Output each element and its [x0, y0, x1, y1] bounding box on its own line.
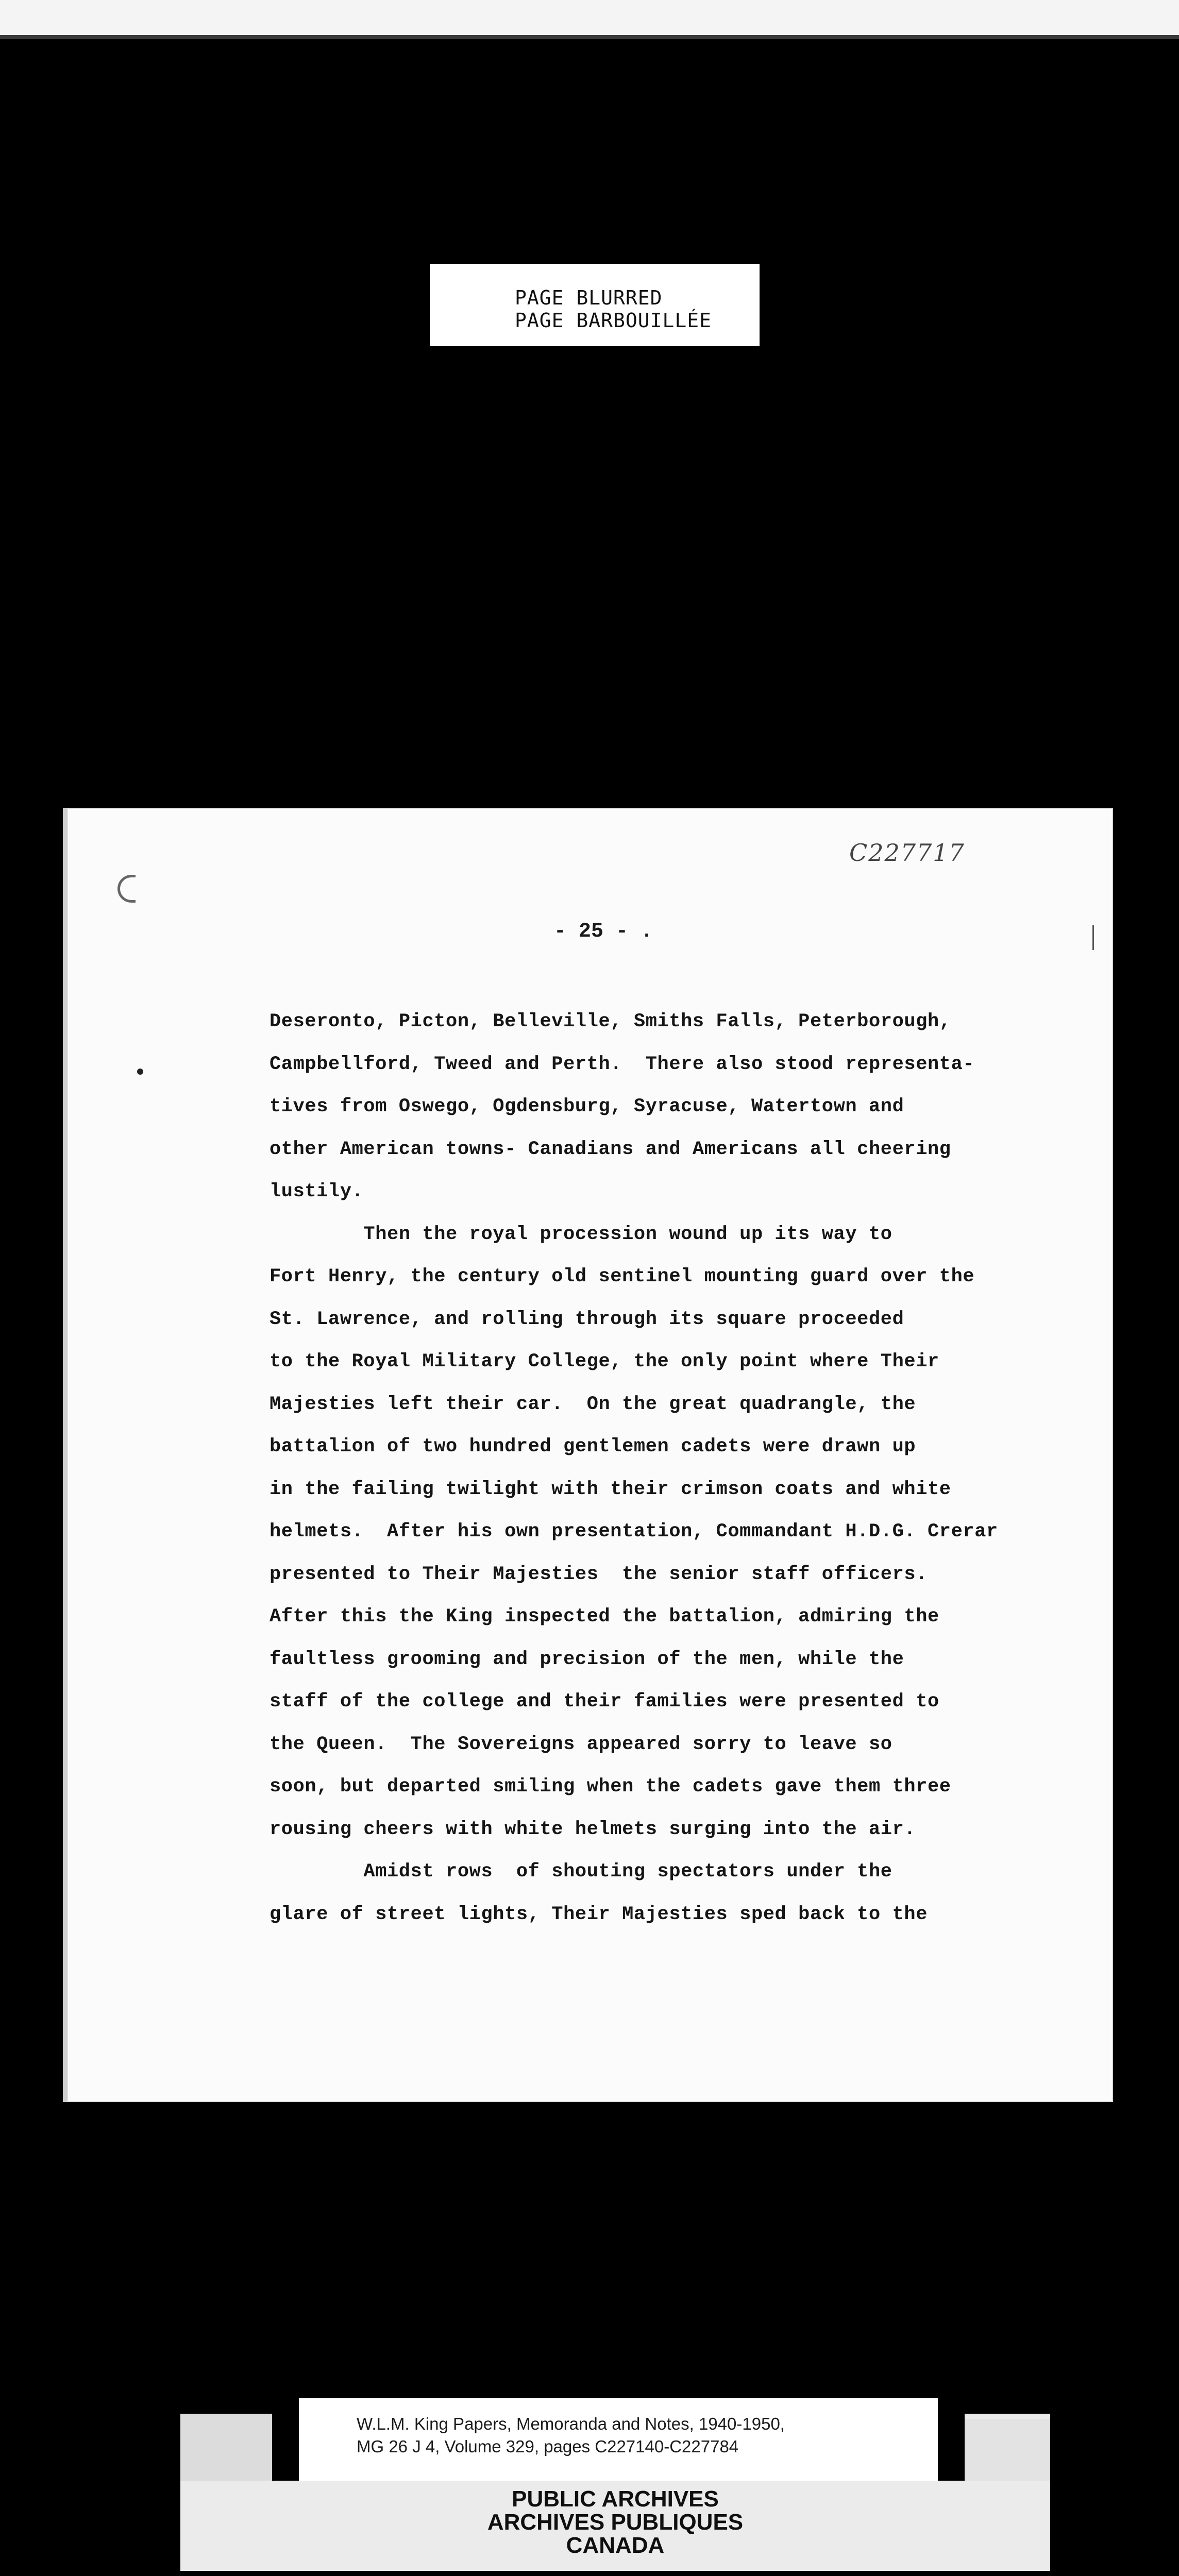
text-line: glare of street lights, Their Majesties sped back to the: [270, 1903, 928, 1925]
page-blurred-label: [430, 264, 760, 346]
document-body: [270, 1001, 1099, 1936]
text-line: presented to Their Majesties the senior staff officers.: [270, 1563, 928, 1585]
collection-line: W.L.M. King Papers, Memoranda and Notes, 1940-1950,: [357, 2414, 785, 2433]
film-edge: [0, 35, 1179, 39]
public-archives-stamp: [180, 2487, 1050, 2557]
text-line: staff of the college and their families were presented to: [270, 1691, 939, 1713]
collection-line: MG 26 J 4, Volume 329, pages C227140-C227784: [357, 2437, 739, 2456]
archive-card-right-tab: [965, 2419, 1050, 2481]
text-line: to the Royal Military College, the only point where Their: [270, 1351, 939, 1372]
text-line: tives from Oswego, Ogdensburg, Syracuse, Watertown and: [270, 1096, 904, 1117]
archive-card-right-notch: [938, 2414, 965, 2481]
archive-card-left-tab: [180, 2414, 272, 2481]
stamp-line: ARCHIVES PUBLIQUES: [487, 2510, 744, 2535]
text-line: Amidst rows of shouting spectators under the: [270, 1861, 892, 1883]
text-line: battalion of two hundred gentlemen cadets were drawn up: [270, 1436, 916, 1458]
film-top-strip: [0, 0, 1179, 35]
text-line: Campbellford, Tweed and Perth. There also stood representa-: [270, 1053, 975, 1075]
text-line: lustily.: [270, 1181, 364, 1202]
text-line: rousing cheers with white helmets surging into the air.: [270, 1818, 916, 1840]
page-number: - 25 - .: [554, 920, 653, 943]
margin-dot: [137, 1069, 143, 1075]
collection-label: [299, 2398, 938, 2481]
text-line: After this the King inspected the battalion, admiring the: [270, 1606, 939, 1628]
text-line: soon, but departed smiling when the cadets gave them three: [270, 1776, 951, 1798]
stamp-line: CANADA: [566, 2533, 665, 2558]
edge-tick-mark: [1092, 925, 1094, 950]
text-line: in the failing twilight with their crimson coats and white: [270, 1478, 951, 1500]
text-line: Then the royal procession wound up its way to: [270, 1223, 892, 1245]
archive-card-left-notch: [272, 2414, 299, 2481]
stamp-line: PUBLIC ARCHIVES: [512, 2486, 719, 2512]
text-line: Majesties left their car. On the great quadrangle, the: [270, 1393, 916, 1415]
page-blurred-text: PAGE BLURRED: [515, 286, 663, 309]
archive-page-number: C227717: [849, 839, 965, 867]
text-line: the Queen. The Sovereigns appeared sorry to leave so: [270, 1733, 892, 1755]
typewritten-page: [67, 808, 1113, 2102]
text-line: St. Lawrence, and rolling through its square proceeded: [270, 1308, 904, 1330]
text-line: helmets. After his own presentation, Commandant H.D.G. Crerar: [270, 1521, 998, 1543]
text-line: Fort Henry, the century old sentinel mounting guard over the: [270, 1266, 975, 1287]
page-barbouillee-text: PAGE BARBOUILLÉE: [515, 309, 712, 332]
punch-hole-mark: [117, 875, 136, 903]
text-line: Deseronto, Picton, Belleville, Smiths Falls, Peterborough,: [270, 1011, 951, 1032]
text-line: other American towns- Canadians and Americans all cheering: [270, 1138, 951, 1160]
text-line: faultless grooming and precision of the men, while the: [270, 1648, 904, 1670]
